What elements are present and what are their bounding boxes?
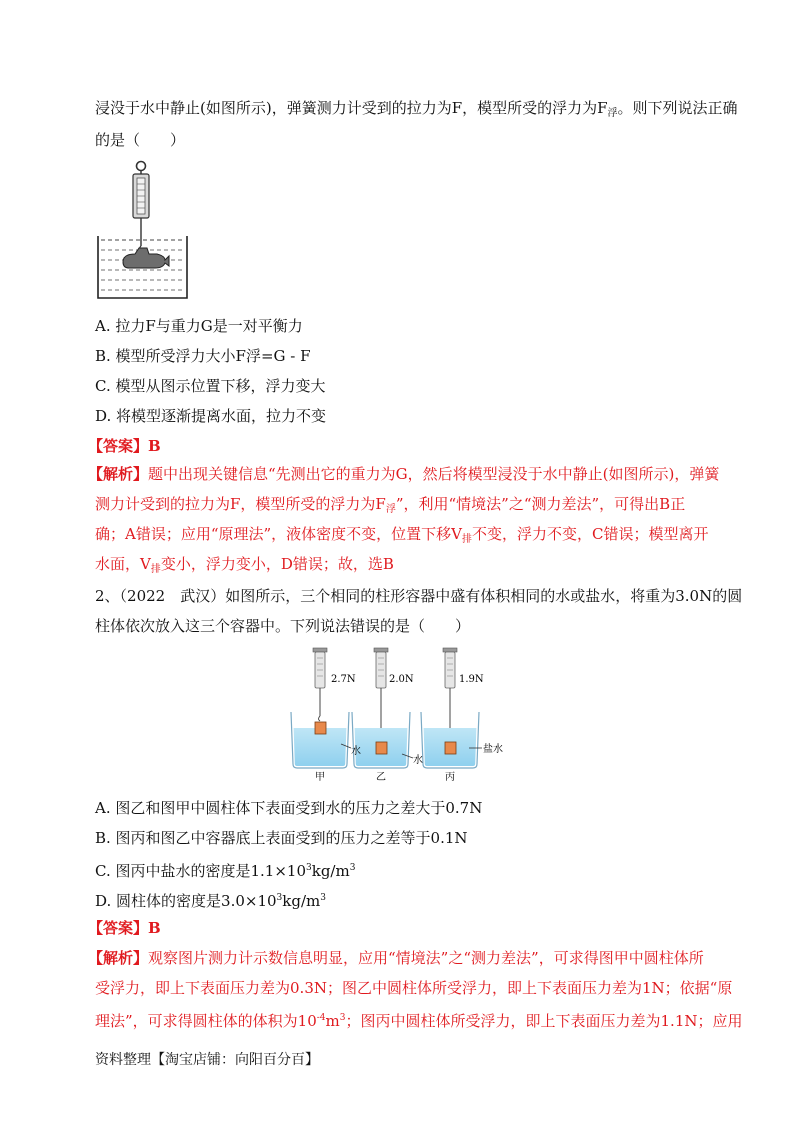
q1-option-b: B. 模型所受浮力大小F浮=G - F [95,347,311,365]
q1-figure-spring-scale-tank [95,158,195,303]
q1-stem-line2: 的是（ ） [95,131,186,149]
q1-analysis-line3: 确；A错误；应用“原理法”，液体密度不变，位置下移$V_排$不变，浮力不变，C错误；模型离开 [95,525,709,545]
cylinder-jia [315,722,326,734]
q2-option-c: C. 图丙中盐水的密度是$1.1\times 10^3kg/m^3$ [95,862,356,880]
q1-answer: 【答案】B [88,437,161,455]
q2-answer: 【答案】B [88,919,161,937]
q1-option-d: D. 将模型逐渐提离水面，拉力不变 [95,407,327,425]
caption-yi: 乙 [376,772,386,782]
liquid-label-jia: 水 [351,746,361,757]
q2-option-d: D. 圆柱体的密度是$3.0\times 10^3kg/m^3$ [95,892,326,910]
q1-analysis-line1: 【解析】题中出现关键信息“先测出它的重力为G，然后将模型浸没于水中静止(如图所示)，弹簧 [88,465,720,483]
liquid-label-yi: 水 [413,755,423,766]
q2-analysis-line3: 理法”，可求得圆柱体的体积为$10^{-4}m^3$；图丙中圆柱体所受浮力，即上下表面压力差为1.1N；应用 [95,1012,743,1030]
q2-analysis-line2: 受浮力，即上下表面压力差为0.3N；图乙中圆柱体所受浮力，即上下表面压力差为1N；依据“原 [95,979,733,997]
caption-bing: 丙 [445,772,455,782]
q2-option-a: A. 图乙和图甲中圆柱体下表面受到水的压力之差大于0.7N [95,799,483,817]
q2-analysis-line1: 【解析】观察图片测力计示数信息明显，应用“情境法”之“测力差法”，可求得图甲中圆柱体所 [88,949,704,967]
reading-jia: 2.7N [331,674,356,685]
caption-jia: 甲 [315,772,325,782]
beaker-bing [421,648,482,768]
liquid-label-bing: 盐水 [483,744,503,755]
q1-analysis-line2: 测力计受到的拉力为F，模型所受的浮力为$F_浮$”，利用“情境法”之“测力差法”，可得出B正 [95,495,686,515]
q1-stem-line1: 浸没于水中静止(如图所示)，弹簧测力计受到的拉力为F，模型所受的浮力为$F_浮$。则下列说法正确 [95,99,738,119]
q2-figure-three-beakers [285,644,525,782]
page-footer: 资料整理【淘宝店铺：向阳百分百】 [95,1052,319,1068]
cylinder-yi [376,742,387,754]
q1-option-a: A. 拉力F与重力G是一对平衡力 [95,317,303,335]
cylinder-bing [445,742,456,754]
reading-bing: 1.9N [459,674,484,685]
q2-stem-line2: 柱体依次放入这三个容器中。下列说法错误的是（ ） [95,617,471,635]
beaker-jia [291,648,351,768]
q1-analysis-line4: 水面，$V_排$变小，浮力变小，D错误；故，选B [95,555,394,575]
q1-option-c: C. 模型从图示位置下移，浮力变大 [95,377,326,395]
reading-yi: 2.0N [389,674,414,685]
q2-option-b: B. 图丙和图乙中容器底上表面受到的压力之差等于0.1N [95,829,468,847]
q2-stem-line1: 2、（2022 武汉）如图所示，三个相同的柱形容器中盛有体积相同的水或盐水，将重为3.0N的圆 [95,587,743,605]
scale-ring-icon [137,162,146,171]
beaker-yi [352,648,413,768]
submarine-model [123,248,169,268]
